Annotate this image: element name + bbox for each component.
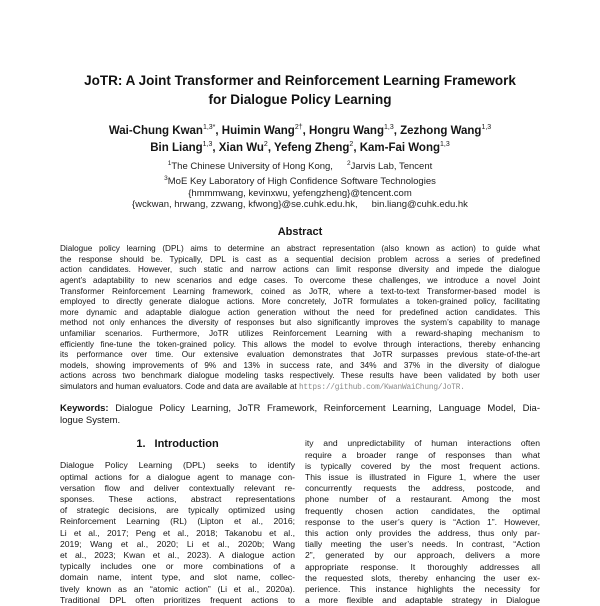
author-name: Xian Wu	[218, 141, 264, 154]
author-name: Bin Liang	[150, 141, 203, 154]
text-line: appropriate response. It thoroughly addresses all	[305, 561, 540, 572]
text-line: Dialogue policy learning (DPL) aims to determine an abstract representation (also known as action) to guide what	[60, 244, 540, 254]
author-name: Yefeng Zheng	[274, 141, 350, 154]
text-line: sponses. These actions, abstract representations	[60, 494, 295, 505]
text-line: concurrently requests the address, postcode, and	[305, 483, 540, 494]
keywords-text: Dialogue Policy Learning, JoTR Framework, Reinforcement Learning, Language Model, Dia-	[108, 403, 540, 415]
text-line: Transformer Reinforcement Learning framework, coined as JoTR, where a text-to-text Transformer-based model is	[60, 286, 540, 296]
author-affiliation-sup: 2	[263, 140, 268, 148]
text-line: optimal actions for a dialogue agent to manage con-	[60, 471, 295, 482]
keywords-line-1	[60, 403, 540, 415]
affiliation-line	[60, 158, 540, 173]
abstract-heading: Abstract	[277, 226, 323, 239]
text-line: phone number of a restaurant. Among the most	[305, 494, 540, 505]
text-line: require a broader range of responses than what	[305, 449, 540, 460]
keywords-line-2: logue System.	[60, 414, 121, 426]
text-line: its performance over time. Our extensive evaluation demonstrates that JoTR surpasses previous state-of-the-art	[60, 350, 540, 360]
affiliation-sup: 2	[346, 159, 351, 167]
text-line: agent’s adaptability to new scenarios and edge cases. To overcome these challenges, we introduce a novel Joint	[60, 275, 540, 285]
author-name: Huimin Wang	[221, 124, 295, 137]
text-line: Traditional DPL often prioritizes frequent actions to	[60, 594, 295, 605]
two-column-body	[60, 438, 540, 606]
author-affiliation-sup: 1,3	[383, 124, 394, 131]
left-column	[60, 438, 295, 606]
affiliations	[60, 158, 540, 212]
title-line-1: JoTR: A Joint Transformer and Reinforcement Learning Framework	[84, 73, 516, 88]
authors-line-1: Wai-Chung Kwan$^{1,3*}$, Huimin Wang$^{2\dagger}$, Hongru Wang$^{1,3}$, Zezhong Wang$^{1,3}$	[108, 124, 492, 137]
text-line: 2”, generated by our approach, delivers a more	[305, 550, 540, 561]
author-list	[60, 121, 540, 155]
text-line: more dynamic and adaptable dialogue action generation without the need for predefined action candidates. This	[60, 307, 540, 317]
text-line: models, showing improvements of 9% and 13% in success rate, and 34% and 37% in the diversity of dialogue	[60, 360, 540, 370]
text-line: employed to directly generate dialogue actions. More concretely, JoTR formulates a token-grained policy, facilitating	[60, 297, 540, 307]
affiliation-sup: 3	[164, 174, 168, 182]
text-line: perience. This instance highlights the necessity for	[305, 583, 540, 594]
text-line: a more flexible and adaptable strategy in Dialogue	[305, 595, 540, 606]
keywords-block	[60, 403, 540, 426]
text-line: of strategic decisions, are typically optimized using	[60, 505, 295, 516]
author-affiliation-sup: 1,3	[481, 124, 492, 131]
author-name: Zezhong Wang	[400, 124, 482, 137]
text-line: tially meeting the user’s needs. In contrast, “Action	[305, 539, 540, 550]
affiliation-segment: {wckwan, hrwang, zzwang, kfwong}@se.cuhk.edu.hk,	[132, 199, 358, 211]
affiliation-segment: bin.liang@cuhk.edu.hk	[371, 199, 468, 211]
text-line: et al., 2023; Kwan et al., 2023). A dialogue action	[60, 549, 295, 560]
author-name: Wai-Chung Kwan	[108, 124, 203, 137]
author-affiliation-sup: 1,3	[202, 140, 213, 148]
abstract-body	[60, 244, 540, 392]
affiliation-sup: 1	[167, 159, 172, 167]
text-line: efficiently fine-tune the token-grained policy. This allows the model to evolve through interactions, thereby enhancing	[60, 339, 540, 349]
affiliation-segment: $^2$Jarvis Lab, Tencent	[346, 159, 433, 172]
affiliation-line	[60, 173, 540, 188]
text-line: typically includes one or more combinations of a	[60, 561, 295, 572]
abstract-last-line	[60, 382, 540, 393]
author-name: Hongru Wang	[309, 124, 384, 137]
left-column-lines	[60, 460, 295, 605]
abstract-lines	[60, 244, 540, 382]
text-line: action candidates. However, such static and narrow actions can limit response diversity and impede the dialogue	[60, 265, 540, 275]
text-line: Reinforcement Learning (RL) (Lipton et al., 2016;	[60, 516, 295, 527]
right-column-lines	[305, 438, 540, 606]
affiliation-line	[60, 199, 540, 211]
author-affiliation-sup: 2	[349, 140, 354, 148]
text-line: versation flow and deliver contextually relevant re-	[60, 482, 295, 493]
text-line: Dialogue Policy Learning (DPL) seeks to identify	[60, 460, 295, 471]
section-title: Introduction	[154, 438, 219, 451]
authors-line-2: Bin Liang$^{1,3}$, Xian Wu$^2$, Yefeng Zheng$^2$, Kam-Fai Wong$^{1,3}$	[150, 140, 450, 154]
right-column	[305, 438, 540, 606]
keywords-label: Keywords:	[60, 403, 109, 415]
text-line: 2019; Wang et al., 2020; Li et al., 2020b; Wang	[60, 538, 295, 549]
section-number: 1.	[136, 438, 146, 451]
text-line: ity and unpredictability of human interactions often	[305, 438, 540, 449]
text-line: Li et al., 2017; Peng et al., 2018; Takanobu et al.,	[60, 527, 295, 538]
author-affiliation-sup: 1,3	[440, 140, 450, 148]
text-line: the response should be. Typically, DPL is cast as a sequential decision problem across a series of predefined	[60, 254, 540, 264]
github-link[interactable]: https://github.com/KwanWaiChung/JoTR.	[298, 383, 465, 392]
text-line: This issue is illustrated in Figure 1, where the user	[305, 472, 540, 483]
text-line: frequently chosen action candidates, the optimal	[305, 505, 540, 516]
title-line-2: for Dialogue Policy Learning	[208, 92, 392, 107]
affiliation-segment: {hmmmwang, kevinxwu, yefengzheng}@tencent.com	[188, 187, 412, 199]
text-line: method not only enhances the diversity of responses but also significantly improves the system’s capability to manage	[60, 318, 540, 328]
section-1-heading	[60, 438, 295, 451]
affiliation-segment: $^3$MoE Key Laboratory of High Confidence Software Technologies	[164, 174, 436, 187]
paper-title	[60, 71, 540, 109]
text-line: this action only provides the address, thus only par-	[305, 527, 540, 538]
author-affiliation-sup: 2†	[294, 124, 303, 131]
text-line: unfamiliar scenarios. Furthermore, JoTR utilizes Reinforcement Learning with a reward-shaping mechanism to	[60, 328, 540, 338]
author-affiliation-sup: 1,3*	[202, 124, 216, 131]
text-line: domain name, intent type, and slot name, collec-	[60, 572, 295, 583]
text-line: response to the user’s query is “Action 1”. However,	[305, 516, 540, 527]
abstract-last-text: simulators and human evaluators. Code and data are available at	[60, 381, 299, 391]
author-name: Kam-Fai Wong	[359, 141, 441, 154]
affiliation-segment: $^1$The Chinese University of Hong Kong,	[167, 159, 333, 172]
text-line: the requested slots, thereby enhancing the user ex-	[305, 572, 540, 583]
text-line: actions across two benchmark dialogue modeling tasks respectively. These results have been validated by both user	[60, 371, 540, 381]
affiliation-line	[60, 188, 540, 200]
text-line: is typically covered by the most frequent actions.	[305, 460, 540, 471]
text-line: tively known as an “atomic action” (Li et al., 2020a).	[60, 583, 295, 594]
